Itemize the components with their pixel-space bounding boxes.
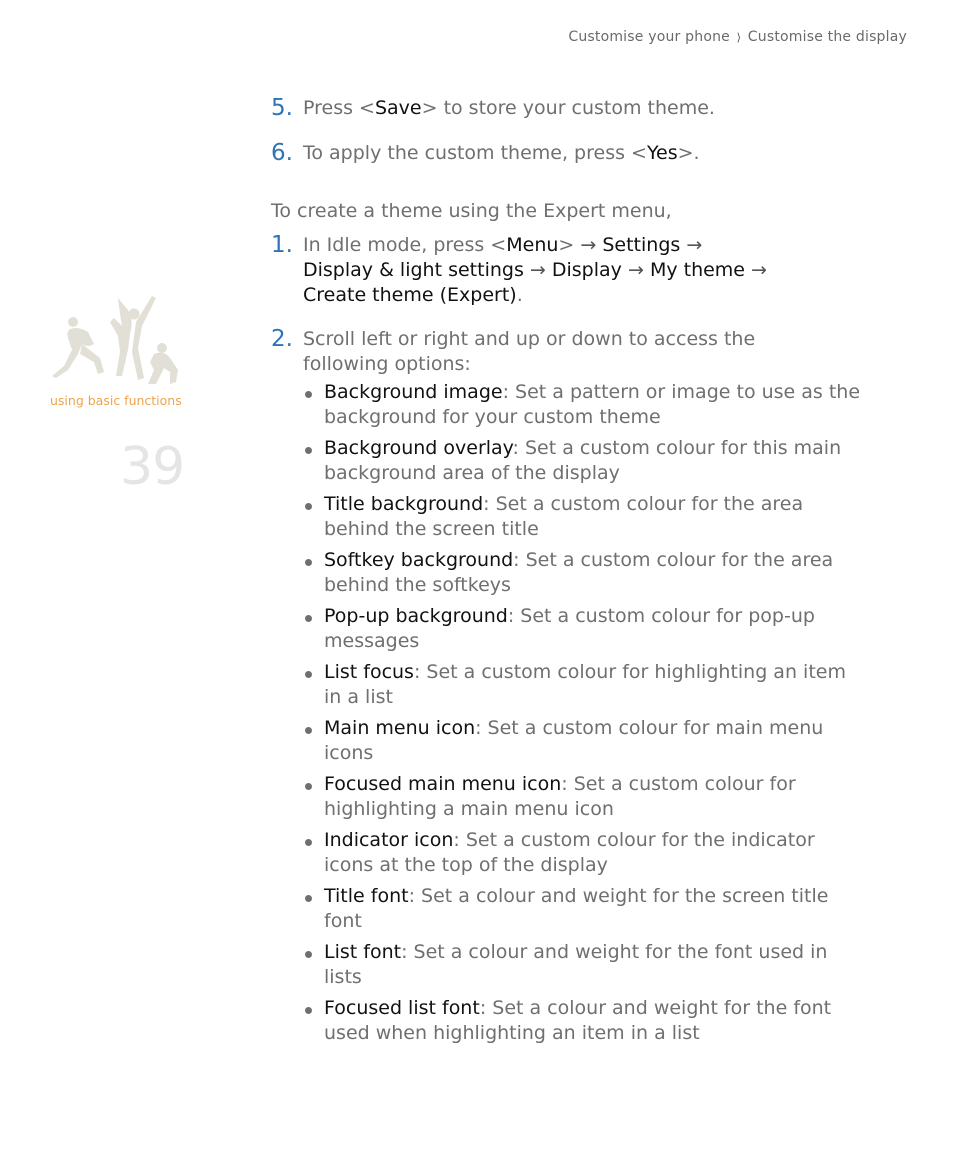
option-desc: : Set a custom colour for highlighting a main menu icon xyxy=(324,773,796,820)
arrow-icon: → xyxy=(751,259,767,281)
list-item xyxy=(303,940,863,990)
intro-text: To create a theme using the Expert menu, xyxy=(271,200,672,222)
path-settings: Settings xyxy=(602,234,681,256)
option-name: List font xyxy=(324,941,402,963)
list-item xyxy=(303,604,863,654)
step-text-pre: Press < xyxy=(303,97,375,119)
step-5 xyxy=(271,96,871,121)
bullet-icon xyxy=(305,1007,312,1014)
header-subsection: Customise the display xyxy=(747,29,907,45)
path-my-theme: My theme xyxy=(649,259,745,281)
bullet-icon xyxy=(305,895,312,902)
yes-key: Yes xyxy=(646,142,678,164)
arrow-icon: → xyxy=(529,259,546,281)
option-desc: : Set a colour and weight for the font used in lists xyxy=(324,941,828,988)
option-desc: : Set a colour and weight for the font used when highlighting an item in a list xyxy=(324,997,832,1044)
arrow-icon: → xyxy=(686,234,703,256)
list-item xyxy=(303,492,863,542)
bullet-icon xyxy=(305,391,312,398)
bullet-icon xyxy=(305,671,312,678)
arrow-icon: → xyxy=(627,259,644,281)
list-item xyxy=(303,380,863,430)
option-desc: : Set a custom colour for pop-up messages xyxy=(324,605,815,652)
header-separator: ⟩ xyxy=(736,31,742,44)
bullet-icon xyxy=(305,559,312,566)
step-number: 2. xyxy=(271,326,293,352)
option-desc: : Set a custom colour for the indicator icons at the top of the display xyxy=(324,829,815,876)
list-item xyxy=(303,716,863,766)
option-desc: : Set a custom colour for highlighting an item in a list xyxy=(324,661,846,708)
step-number: 1. xyxy=(271,232,293,258)
option-desc: : Set a pattern or image to use as the background for your custom theme xyxy=(324,381,861,428)
step-2 xyxy=(271,327,781,377)
step-text xyxy=(303,233,871,308)
bullet-icon xyxy=(305,727,312,734)
step-text-post: >. xyxy=(677,142,700,164)
arrow-icon: → xyxy=(580,234,597,256)
option-name: Title font xyxy=(324,885,409,907)
step-text-close: > xyxy=(558,234,575,256)
bullet-icon xyxy=(305,615,312,622)
option-name: Focused list font xyxy=(324,997,480,1019)
option-name: Main menu icon xyxy=(324,717,476,739)
list-item xyxy=(303,548,863,598)
save-key: Save xyxy=(374,97,422,119)
running-header xyxy=(568,29,907,45)
list-item xyxy=(303,660,863,710)
step-text-pre: In Idle mode, press < xyxy=(303,234,507,256)
list-item xyxy=(303,436,863,486)
step-text-end: . xyxy=(516,284,523,306)
list-item xyxy=(303,884,863,934)
step-number: 6. xyxy=(271,140,293,166)
step-text xyxy=(303,141,871,166)
list-item xyxy=(303,828,863,878)
option-desc: : Set a custom colour for the area behind the softkeys xyxy=(324,549,834,596)
step-6 xyxy=(271,141,871,166)
path-create-theme: Create theme (Expert) xyxy=(303,284,517,306)
bullet-icon xyxy=(305,783,312,790)
option-desc: : Set a custom colour for this main background area of the display xyxy=(324,437,842,484)
section-label: using basic functions xyxy=(50,393,182,408)
dancers-silhouette-icon xyxy=(48,292,184,388)
option-name: Title background xyxy=(324,493,484,515)
option-desc: : Set a colour and weight for the screen title font xyxy=(324,885,829,932)
list-item xyxy=(303,996,863,1046)
option-desc: : Set a custom colour for main menu icons xyxy=(324,717,824,764)
bullet-icon xyxy=(305,447,312,454)
bullet-icon xyxy=(305,503,312,510)
step-text xyxy=(303,96,871,121)
option-name: Indicator icon xyxy=(324,829,454,851)
option-name: Background image xyxy=(324,381,503,403)
step-1 xyxy=(271,233,871,308)
bullet-icon xyxy=(305,839,312,846)
option-name: Focused main menu icon xyxy=(324,773,562,795)
path-display-light: Display & light settings xyxy=(303,259,524,281)
option-desc: : Set a custom colour for the area behind the screen title xyxy=(324,493,804,540)
option-name: Softkey background xyxy=(324,549,514,571)
step-text-post: > to store your custom theme. xyxy=(421,97,715,119)
page-number: 39 xyxy=(120,437,185,497)
option-name: Background overlay xyxy=(324,437,513,459)
list-item xyxy=(303,772,863,822)
menu-key: Menu xyxy=(506,234,559,256)
option-name: Pop-up background xyxy=(324,605,508,627)
options-list xyxy=(303,380,863,1052)
bullet-icon xyxy=(305,951,312,958)
option-name: List focus xyxy=(324,661,414,683)
step-text: Scroll left or right and up or down to access the following options: xyxy=(303,328,756,375)
path-display: Display xyxy=(551,259,622,281)
step-number: 5. xyxy=(271,95,293,121)
header-section: Customise your phone xyxy=(568,29,730,45)
step-text-pre: To apply the custom theme, press < xyxy=(303,142,647,164)
